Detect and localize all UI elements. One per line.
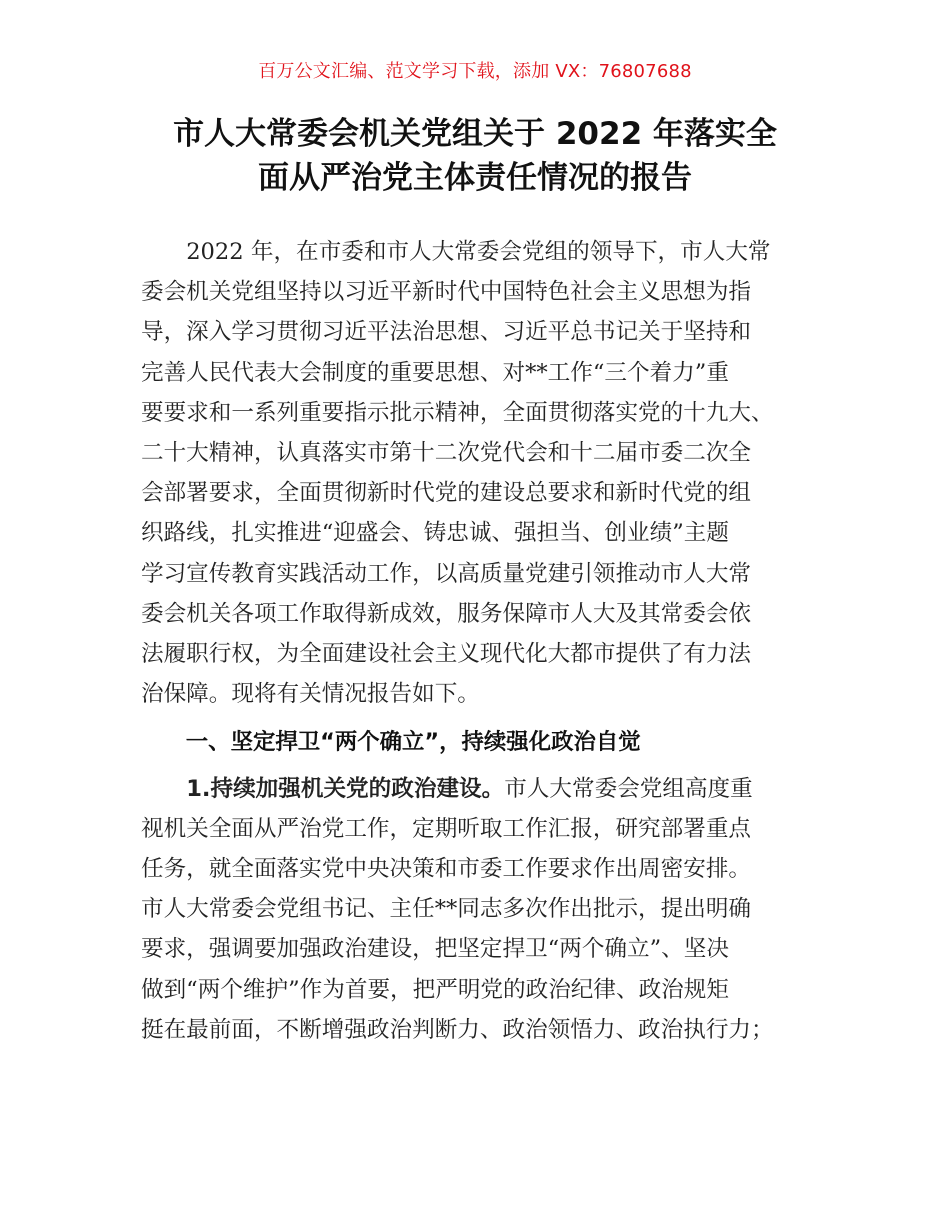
- title-line-2: 面从严治党主体责任情况的报告: [258, 160, 692, 196]
- section-heading-1: 一、坚定捍卫“两个确立”，持续强化政治自觉: [185, 729, 641, 756]
- paragraph-section1-item1: [141, 769, 821, 1050]
- text-line: 二十大精神，认真落实市第十二次党代会和十二届市委二次全: [141, 440, 752, 467]
- text-line: 要求，强调要加强政治建设，把坚定捍卫“两个确立”、坚决: [141, 936, 729, 963]
- text-line: 委会机关党组坚持以习近平新时代中国特色社会主义思想为指: [141, 279, 752, 306]
- paragraph-intro: [141, 232, 821, 714]
- title-line-1: 市人大常委会机关党组关于 2022 年落实全: [173, 116, 777, 152]
- text-line: 挺在最前面，不断增强政治判断力、政治领悟力、政治执行力；: [141, 1016, 774, 1043]
- text-line: 任务，就全面落实党中央决策和市委工作要求作出周密安排。: [141, 856, 752, 883]
- text-line: 视机关全面从严治党工作，定期听取工作汇报，研究部署重点: [141, 815, 752, 842]
- document-title: [120, 112, 830, 200]
- text-line: 会部署要求，全面贯彻新时代党的建设总要求和新时代党的组: [141, 480, 752, 507]
- text-line: 学习宣传教育实践活动工作，以高质量党建引领推动市人大常: [141, 560, 752, 587]
- text-line: 完善人民代表大会制度的重要思想、对**工作“三个着力”重: [141, 359, 729, 386]
- text-line: 委会机关各项工作取得新成效，服务保障市人大及其常委会依: [141, 600, 752, 627]
- text-line: 市人大常委会党组书记、主任**同志多次作出批示，提出明确: [141, 896, 752, 923]
- text-line: 要要求和一系列重要指示批示精神，全面贯彻落实党的十九大、: [141, 399, 774, 426]
- text-line: 做到“两个维护”作为首要，把严明党的政治纪律、政治规矩: [141, 976, 729, 1003]
- item-lead-title: 1.持续加强机关党的政治建设。: [186, 775, 505, 802]
- document-body: [141, 232, 821, 1050]
- text-line: 2022 年，在市委和市人大常委会党组的领导下，市人大常: [186, 239, 771, 265]
- text-line: 织路线，扎实推进“迎盛会、铸忠诚、强担当、创业绩”主题: [141, 520, 729, 547]
- text-line: [141, 769, 821, 809]
- text-line: 法履职行权，为全面建设社会主义现代化大都市提供了有力法: [141, 641, 752, 668]
- text-line: 导，深入学习贯彻习近平法治思想、习近平总书记关于坚持和: [141, 319, 752, 346]
- item-lead-rest: 市人大常委会党组高度重: [504, 775, 753, 802]
- watermark-banner: 百万公文汇编、范文学习下载，添加 VX：76807688: [258, 61, 692, 82]
- text-line: 治保障。现将有关情况报告如下。: [141, 681, 480, 708]
